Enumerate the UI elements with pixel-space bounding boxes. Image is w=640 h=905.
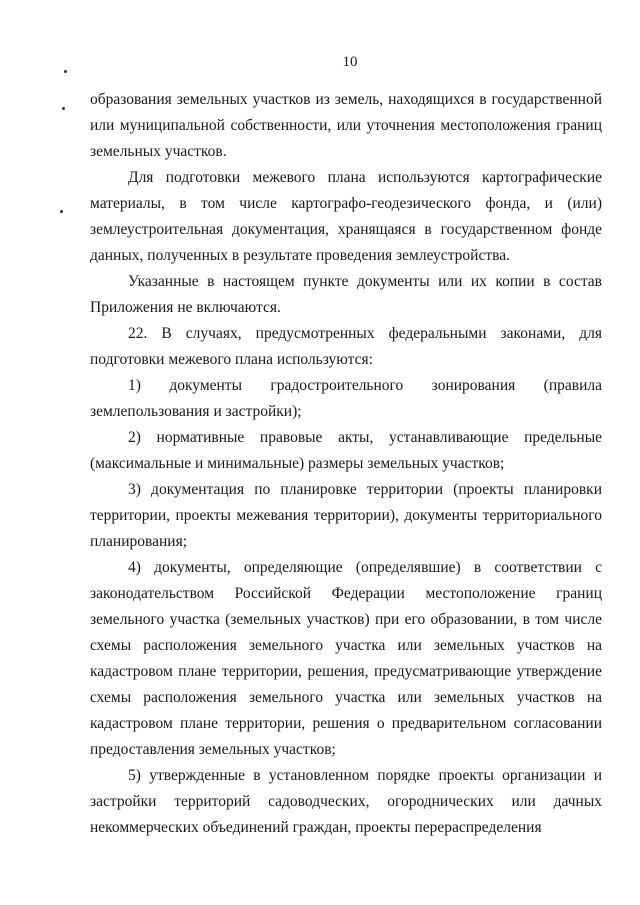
list-item: 2) нормативные правовые акты, устанавливающие предельные (максимальные и минимальные) размеры земельных участков; <box>90 429 602 472</box>
list-item: 5) утвержденные в установленном порядке проекты организации и застройки территорий садоводческих, огороднических или дачных некоммерческих объединений граждан, проекты перераспределения <box>90 767 602 836</box>
page-number: 10 <box>342 54 358 70</box>
scan-speck <box>60 210 63 213</box>
document-body <box>90 87 602 841</box>
paragraph: образования земельных участков из земель, находящихся в государственной или муниципальной собственности, или уточнения местоположения границ земельных участков. <box>90 91 602 160</box>
list-item: 1) документы градостроительного зонирования (правила землепользования и застройки); <box>90 377 602 420</box>
paragraph: Для подготовки межевого плана используются картографические материалы, в том числе картографо-геодезического фонда, и (или) землеустроительная документация, хранящаяся в государственном фонде данных, полученных в результате проведения землеустройства. <box>90 169 602 264</box>
list-item: 4) документы, определяющие (определявшие) в соответствии с законодательством Российской Федерации местоположение границ земельного участка (земельных участков) при его образовании, в том числе схемы расположения земельного участка или земельных участков на кадастровом плане территории, решения, предусматривающие утверждение схемы расположения земельного участка или земельных участков на кадастровом плане территории, решения о предварительном согласовании предоставления земельных участков; <box>90 559 602 758</box>
list-item: 3) документация по планировке территории (проекты планировки территории, проекты межевания территории), документы территориального планирования; <box>90 481 602 550</box>
paragraph: 22. В случаях, предусмотренных федеральными законами, для подготовки межевого плана используются: <box>90 325 602 368</box>
paragraph: Указанные в настоящем пункте документы или их копии в состав Приложения не включаются. <box>90 273 602 316</box>
scan-speck <box>62 107 65 110</box>
